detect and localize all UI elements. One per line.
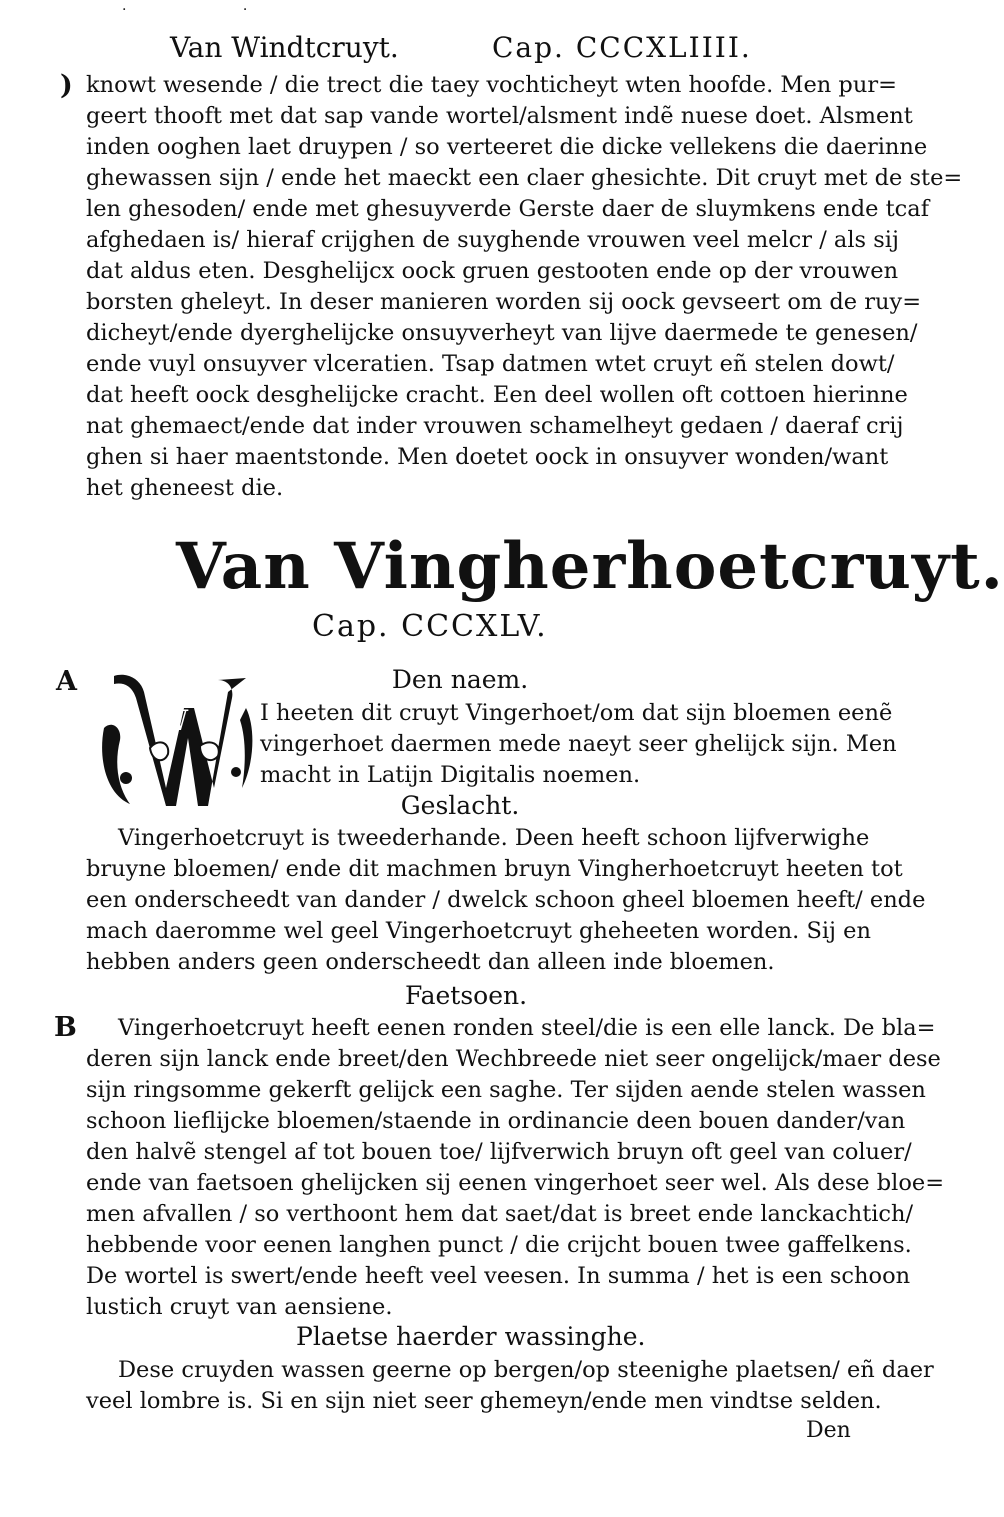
text-line: dicheyt/ende dyerghelijcke onsuyverheyt van lijve daermede te genesen/ [86, 320, 918, 346]
text-line: I heeten dit cruyt Vingerhoet/om dat sijn bloemen eenẽ [260, 700, 893, 726]
text-line: schoon lieflijcke bloemen/staende in ordinancie deen bouen dander/van [86, 1108, 906, 1134]
margin-marker-b: B [54, 1012, 77, 1043]
text-line: ende vuyl onsuyver vlceratien. Tsap datmen wtet cruyt eñ stelen dowt/ [86, 351, 895, 377]
running-head [170, 28, 810, 68]
section-heading-plaetse: Plaetse haerder wassinghe. [296, 1322, 646, 1351]
text-line: knowt wesende / die trect die taey vochticheyt wten hoofde. Men pur= [86, 72, 897, 98]
text-line: sijn ringsomme gekerft gelijck een saghe. Ter sijden aende stelen wassen [86, 1077, 926, 1103]
text-line: Vingerhoetcruyt heeft eenen ronden steel/die is een elle lanck. De bla= [118, 1015, 936, 1041]
text-line: veel lombre is. Si en sijn niet seer ghemeyn/ende men vindtse selden. [86, 1388, 882, 1414]
text-line: Vingerhoetcruyt is tweederhande. Deen heeft schoon lijfverwighe [118, 825, 870, 851]
margin-marker-a: A [56, 666, 77, 697]
text-line: ghewassen sijn / ende het maeckt een claer ghesichte. Dit cruyt met de ste= [86, 165, 963, 191]
section-heading-geslacht: Geslacht. [400, 791, 520, 820]
text-line: den halvẽ stengel af tot bouen toe/ lijfverwich bruyn oft geel van coluer/ [86, 1139, 912, 1165]
text-line: afghedaen is/ hieraf crijghen de suyghende vrouwen veel melcr / als sij [86, 227, 899, 253]
chapter-title: Van Vingherhoetcruyt. [176, 529, 1004, 604]
text-line: vingerhoet daermen mede naeyt seer ghelijck sijn. Men [260, 731, 897, 757]
text-line: mach daeromme wel geel Vingerhoetcruyt gheheeten worden. Sij en [86, 918, 871, 944]
page-specks: · · [122, 2, 304, 18]
text-line: borsten gheleyt. In deser manieren worden sij oock gevseert om de ruy= [86, 289, 922, 315]
running-head-title: Van Windtcruyt. [170, 31, 399, 64]
text-line: ende van faetsoen ghelijcken sij eenen vingerhoet seer wel. Als dese bloe= [86, 1170, 945, 1196]
margin-marker-bracket: ) [60, 70, 73, 101]
text-line: Dese cruyden wassen geerne op bergen/op steenighe plaetsen/ eñ daer [118, 1357, 934, 1383]
drop-cap-letter: W [159, 704, 189, 737]
text-line: men afvallen / so verthoont hem dat saet/dat is breet ende lanckachtich/ [86, 1201, 914, 1227]
text-line: ghen si haer maentstonde. Men doetet oock in onsuyver wonden/want [86, 444, 889, 470]
text-line: De wortel is swert/ende heeft veel veesen. In summa / het is een schoon [86, 1263, 911, 1289]
text-line: len ghesoden/ ende met ghesuyverde Gerste daer de sluymkens ende tcaf [86, 196, 930, 222]
text-line: hebben anders geen onderscheedt dan alleen inde bloemen. [86, 949, 775, 975]
text-line: het gheneest die. [86, 475, 284, 501]
running-head-chapter: Cap. CCCXLIIII. [492, 31, 752, 64]
text-line: nat ghemaect/ende dat inder vrouwen schamelheyt gedaen / daeraf crij [86, 413, 904, 439]
text-line: geert thooft met dat sap vande wortel/alsment indẽ nuese doet. Alsment [86, 103, 913, 129]
catchword: Den [806, 1418, 851, 1443]
text-line: dat heeft oock desghelijcke cracht. Een deel wollen oft cottoen hierinne [86, 382, 908, 408]
chapter-number: Cap. CCCXLV. [312, 609, 548, 644]
section-heading-faetsoen: Faetsoen. [404, 981, 528, 1010]
text-line: deren sijn lanck ende breet/den Wechbreede niet seer ongelijck/maer dese [86, 1046, 941, 1072]
text-line: inden ooghen laet druypen / so verteeret die dicke vellekens die daerinne [86, 134, 928, 160]
text-line: bruyne bloemen/ ende dit machmen bruyn Vingherhoetcruyt heeten tot [86, 856, 903, 882]
text-line: dat aldus eten. Desghelijcx oock gruen gestooten ende op der vrouwen [86, 258, 899, 284]
text-line: lustich cruyt van aensiene. [86, 1294, 393, 1320]
text-line: hebbende voor eenen langhen punct / die crijcht bouen twee gaffelkens. [86, 1232, 912, 1258]
text-line: macht in Latijn Digitalis noemen. [260, 762, 641, 788]
section-heading-naem: Den naem. [391, 665, 529, 694]
decorated-initial-w [96, 668, 258, 814]
text-line: een onderscheedt van dander / dwelck schoon gheel bloemen heeft/ ende [86, 887, 926, 913]
